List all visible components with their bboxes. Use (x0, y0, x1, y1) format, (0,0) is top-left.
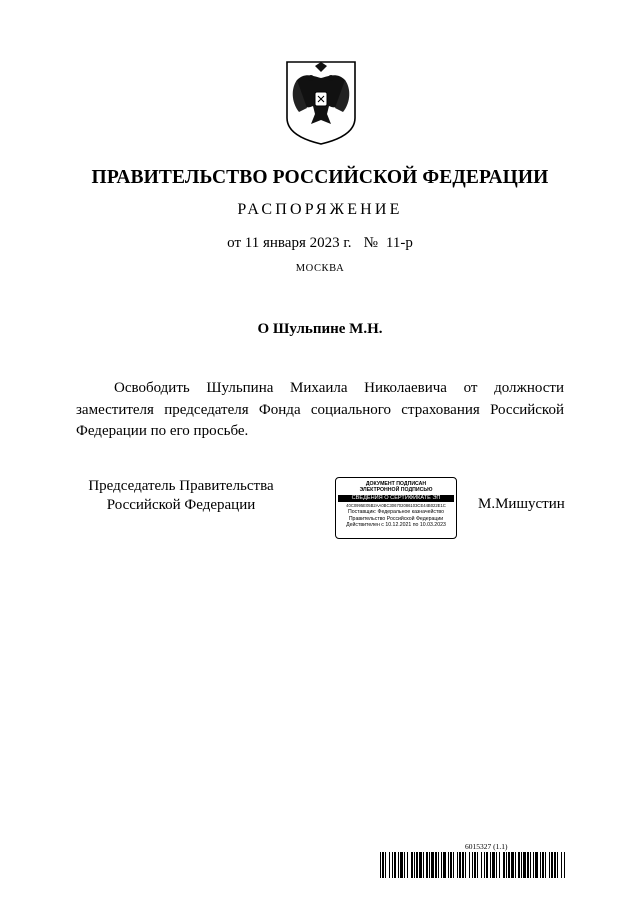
electronic-signature-stamp (335, 477, 457, 539)
signer-title-line-2: Российской Федерации (106, 497, 256, 513)
esig-issuer-line-2: Правительство Российской Федерации (348, 515, 444, 522)
esig-certificate-band: СВЕДЕНИЯ О СЕРТИФИКАТЕ ЭП (338, 495, 454, 502)
document-date-line (0, 235, 640, 252)
esig-issuer-line-1: Поставщик: Федеральное казначейство (348, 509, 444, 516)
coat-of-arms-emblem (283, 58, 359, 146)
barcode-label: 6015327 (1.1) (465, 842, 508, 851)
organization-title: ПРАВИТЕЛЬСТВО РОССИЙСКОЙ ФЕДЕРАЦИИ (91, 167, 549, 188)
document-city: МОСКВА (295, 263, 345, 274)
esig-line-1: ДОКУМЕНТ ПОДПИСАН (365, 481, 427, 487)
signer-title (76, 477, 286, 515)
body-paragraph: Освободить Шульпина Михаила Николаевича от должности заместителя председателя Фонда социального страхования Российской Федерации по его просьбе. (76, 380, 564, 439)
signer-title-line-1: Председатель Правительства (88, 478, 274, 494)
document-body (76, 378, 564, 443)
number-sign: № (363, 235, 378, 251)
document-subject: О Шульпине М.Н. (257, 321, 383, 337)
esig-line-2: ЭЛЕКТРОННОЙ ПОДПИСЬЮ (359, 487, 433, 494)
signer-name: М.Мишустин (478, 496, 565, 512)
document-number: 11-р (385, 235, 413, 251)
document-type: РАСПОРЯЖЕНИЕ (237, 201, 403, 218)
esig-serial: 40C0995E05B2AA0BC306702086103CE44B022E1C (346, 502, 446, 508)
document-date: от 11 января 2023 г. (227, 235, 352, 251)
esig-validity: Действителен с 10.12.2021 по 10.03.2023 (346, 522, 446, 529)
barcode (380, 852, 566, 878)
